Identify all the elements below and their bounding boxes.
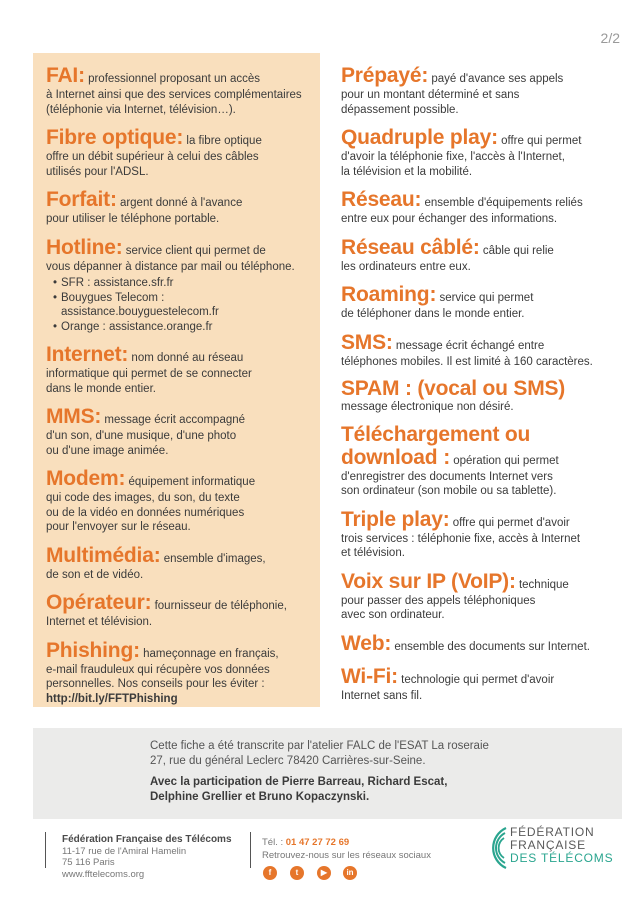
definition-line: utilisés pour l'ADSL. [46,165,149,178]
footer-tel-number[interactable]: 01 47 27 72 69 [285,837,350,848]
hotline-links-list [46,276,316,334]
glossary-entry [341,236,611,275]
definition-line: les ordinateurs entre eux. [341,260,471,273]
hotline-link-item: • Bouygues Telecom : [53,291,316,306]
definition-line: entre eux pour échanger des informations. [341,213,558,225]
glossary-term: Multimédia [46,543,154,567]
term-colon: : [385,330,393,354]
definition-inline: nom donné au réseau [131,352,244,364]
definition-line: à Internet ainsi que des services complémentaires [46,89,302,101]
definition-line: son ordinateur (son mobile ou sa tablette). [341,485,557,497]
definition-line: vous dépanner à distance par mail ou téléphone. [46,260,295,273]
definition-inline: opération qui permet [453,454,559,467]
term-colon: : [133,638,141,662]
definition-line: qui code des images, du son, du texte [46,492,240,504]
glossary-entry [46,639,316,707]
footer-divider-left [45,832,46,868]
definition-inline: message écrit échangé entre [395,339,545,352]
term-colon: : [437,445,451,469]
definition-inline: câble qui relie [482,244,554,257]
term-colon: : [176,126,184,149]
glossary-term: Quadruple play [341,126,492,149]
glossary-entry [341,64,611,117]
credit-line-1: Cette fiche a été transcrite par l'atelier FALC de l'ESAT La roseraie [150,740,489,752]
credit-line-2: 27, rue du général Leclerc 78420 Carrières-sur-Seine. [150,755,426,767]
term-colon: : [144,591,152,614]
definition-inline: technique [518,578,569,591]
glossary-term: FAI [46,64,79,87]
term-colon: : [153,543,161,567]
glossary-term: Réseau [341,188,415,211]
definition-inline: technologie qui permet d'avoir [401,673,555,686]
definition-inline: offre qui permet d'avoir [452,516,570,529]
term-colon: : [508,569,516,593]
glossary-term: SPAM : (vocal ou SMS) [341,377,566,400]
glossary-entry [341,632,611,656]
definition-inline: ensemble d'équipements reliés [424,197,583,209]
definition-line: Internet sans fil. [341,689,423,702]
glossary-entry [46,64,316,117]
term-colon: : [491,126,499,149]
glossary-term: Roaming [341,283,430,306]
hotline-link-item[interactable]: • SFR : assistance.sfr.fr [53,276,316,291]
glossary-entry [341,126,611,179]
definition-line: la télévision et la mobilité. [341,165,473,178]
footer-contact [262,836,431,862]
definition-line: Internet et télévision. [46,616,153,628]
glossary-entry [46,467,316,535]
glossary-term: MMS [46,405,95,428]
definition-line: (téléphonie via Internet, télévision…). [46,103,236,116]
glossary-entry [341,188,611,227]
glossary-entry [341,665,611,704]
glossary-term: Prépayé [341,64,422,87]
definition-line: ou d'une image animée. [46,444,169,457]
phishing-link[interactable]: http://bit.ly/FFTPhishing [46,692,178,705]
glossary-term: download [341,445,438,469]
glossary-term: Réseau câblé [341,235,473,259]
definition-inline: message écrit accompagné [104,414,246,426]
term-colon: : [414,188,422,211]
glossary-entry [341,424,611,446]
logo-line-2: FRANÇAISE [510,838,586,852]
definition-line: informatique qui permet de se connecter [46,368,252,380]
glossary-entry [341,570,611,623]
glossary-entry [46,544,316,583]
definition-inline: payé d'avance ses appels [431,73,564,85]
term-colon: : [442,507,450,531]
definition-inline: la fibre optique [186,135,262,147]
glossary-term: Triple play [341,507,443,531]
footer-address-line-2: 75 116 Paris [62,857,115,868]
hotline-link-item[interactable]: • Orange : assistance.orange.fr [53,320,316,335]
fft-logo-text [510,826,613,865]
glossary-term: Hotline [46,235,116,259]
term-colon: : [115,235,123,259]
glossary-term: Opérateur [46,591,145,614]
definition-inline: équipement informatique [128,476,256,488]
credit-box [33,728,622,819]
glossary-term: Voix sur IP (VoIP) [341,569,509,593]
linkedin-icon[interactable]: in [343,866,357,880]
term-colon: : [429,283,437,306]
term-colon: : [391,664,399,688]
definition-line: pour passer des appels téléphoniques [341,594,536,607]
definition-line: personnelles. Nos conseils pour les éviter : [46,678,265,690]
glossary-term: Téléchargement ou [341,422,531,446]
definition-inline: service client qui permet de [125,244,266,257]
definition-line: pour un montant déterminé et sans [341,89,520,101]
definition-inline: fournisseur de téléphonie, [154,600,287,612]
definition-line: message électronique non désiré. [341,401,514,413]
glossary-term: Web [341,631,385,655]
logo-line-1: FÉDÉRATION [510,825,595,839]
definition-line: d'un son, d'une musique, d'une photo [46,430,237,442]
credit-participants-2: Delphine Grellier et Bruno Kopaczynski. [150,791,370,803]
glossary-entry [46,343,316,396]
definition-line: d'enregistrer des documents Internet vers [341,470,553,483]
footer-org-name: Fédération Française des Télécoms [62,834,232,845]
glossary-term: SMS [341,330,386,354]
facebook-icon[interactable]: f [263,866,277,880]
glossary-entry [341,378,611,415]
glossary-entry [341,508,611,561]
footer-address-line-1: 11-17 rue de l'Amiral Hamelin [62,845,187,857]
definition-line: dépassement possible. [341,103,459,116]
glossary-entry [341,283,611,322]
definition-line: trois services : téléphonie fixe, accès à Internet [341,532,581,545]
glossary-term: Wi-Fi [341,664,392,688]
glossary-entry [46,405,316,458]
definition-inline: ensemble des documents sur Internet. [394,640,590,653]
footer-tel-label: Tél. : [262,837,286,848]
youtube-icon[interactable]: ▶ [317,866,331,880]
glossary-entry [46,188,316,227]
logo-line-3: DES TÉLÉCOMS [510,851,614,865]
definition-line: offre un débit supérieur à celui des câbles [46,151,259,163]
definition-line: de téléphoner dans le monde entier. [341,308,525,320]
term-colon: : [421,64,429,87]
footer-address [62,834,232,880]
glossary-entry [46,126,316,179]
definition-line: dans le monde entier. [46,382,156,395]
glossary-term: Fibre optique [46,126,177,149]
definition-inline: hameçonnage en français, [143,647,279,660]
definition-line: avec son ordinateur. [341,609,445,621]
term-colon: : [78,64,86,87]
footer-divider-mid [250,832,251,868]
definition-line: et télévision. [341,547,405,559]
glossary-term: Forfait [46,188,110,211]
twitter-icon[interactable]: t [290,866,304,880]
definition-inline: professionnel proposant un accès [88,73,261,85]
definition-line: ou de la vidéo en données numériques [46,506,245,519]
glossary-entry [46,591,316,630]
definition-line: pour utiliser le téléphone portable. [46,213,220,225]
hotline-link-item[interactable]: assistance.bouyguestelecom.fr [61,306,219,318]
term-colon: : [94,405,102,428]
glossary-term: Modem [46,467,119,490]
page-number: 2/2 [600,30,620,46]
definition-line: pour l'envoyer sur le réseau. [46,521,191,533]
definition-line: téléphones mobiles. Il est limité à 160 caractères. [341,355,593,368]
glossary-term: Internet [46,343,122,366]
glossary-entry [341,331,611,370]
term-colon: : [472,235,480,259]
definition-inline: argent donné à l'avance [119,197,243,209]
footer-website-link[interactable]: www.fftelecoms.org [62,868,145,880]
definition-inline: ensemble d'images, [163,552,266,565]
footer-social-text: Retrouvez-nous sur les réseaux sociaux [262,850,431,861]
definition-inline: service qui permet [439,292,534,304]
definition-inline: offre qui permet [501,135,582,147]
glossary-entry [341,446,611,499]
glossary-left-column [46,64,316,715]
glossary-term: Phishing [46,638,134,662]
term-colon: : [121,343,129,366]
glossary-right-column [341,64,611,712]
definition-line: de son et de vidéo. [46,568,144,581]
term-colon: : [384,631,392,655]
term-colon: : [118,467,126,490]
definition-line: e-mail frauduleux qui récupère vos données [46,663,270,676]
credit-participants-1: Avec la participation de Pierre Barreau, Richard Escat, [150,776,448,788]
glossary-entry [46,236,316,335]
term-colon: : [109,188,117,211]
definition-line: d'avoir la téléphonie fixe, l'accès à l'Internet, [341,151,565,163]
